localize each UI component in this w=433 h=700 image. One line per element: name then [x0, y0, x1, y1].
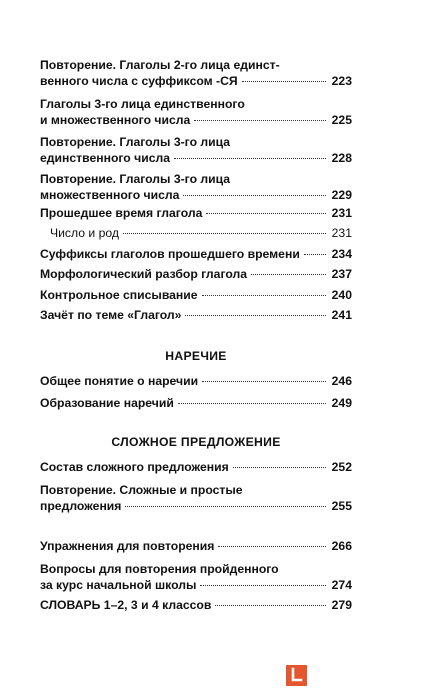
toc-entry[interactable]	[40, 482, 352, 514]
toc-entry-title: Упражнения для повторения	[40, 539, 215, 553]
toc-page-number: 234	[331, 247, 352, 261]
toc-page-number: 223	[331, 74, 352, 88]
toc-entry-title: Суффиксы глаголов прошедшего времени	[40, 247, 300, 261]
toc-entry-title: Морфологический разбор глагола	[40, 267, 248, 281]
dot-leader	[200, 585, 326, 586]
toc-entry[interactable]	[40, 395, 352, 411]
toc-entry[interactable]	[40, 373, 352, 389]
toc-page-number: 249	[331, 396, 352, 410]
toc-entry-title: единственного числа	[40, 151, 171, 165]
toc-entry[interactable]	[40, 561, 352, 593]
toc-entry[interactable]	[40, 205, 352, 221]
section-heading-complex-sentence: СЛОЖНОЕ ПРЕДЛОЖЕНИЕ	[111, 435, 281, 449]
toc-page-number: 225	[331, 113, 352, 127]
toc-entry-title: множественного числа	[40, 188, 180, 202]
toc-entry-title: Прошедшее время глагола	[40, 206, 203, 220]
toc-page-number: 279	[331, 598, 352, 612]
toc-entry[interactable]	[40, 538, 352, 554]
toc-entry-title: Глаголы 3-го лица единственного	[40, 97, 245, 111]
toc-entry-title: Образование наречий	[40, 396, 174, 410]
dot-leader	[183, 195, 326, 196]
toc-page-number: 266	[331, 539, 352, 553]
toc-page-number: 241	[331, 308, 352, 322]
toc-page-number: 228	[331, 151, 352, 165]
toc-page-number: 231	[331, 206, 352, 220]
dot-leader	[233, 467, 326, 468]
toc-entry[interactable]	[40, 134, 352, 166]
dot-leader	[251, 274, 326, 275]
toc-subentry[interactable]	[50, 225, 352, 241]
toc-entry[interactable]	[40, 57, 352, 89]
toc-entry-title: Повторение. Глаголы 3-го лица	[40, 172, 231, 186]
toc-page-number: 231	[331, 226, 352, 240]
toc-page-number: 237	[331, 267, 352, 281]
toc-entry[interactable]	[40, 307, 352, 323]
dot-leader	[178, 403, 326, 404]
toc-entry-title: Повторение. Глаголы 2-го лица единст-	[40, 58, 280, 72]
toc-entry[interactable]	[40, 246, 352, 262]
toc-entry-title: Повторение. Глаголы 3-го лица	[40, 135, 231, 149]
toc-entry-title: венного числа с суффиксом -СЯ	[40, 74, 238, 88]
dot-leader	[304, 254, 326, 255]
dot-leader	[174, 158, 326, 159]
dot-leader	[194, 120, 326, 121]
toc-entry[interactable]	[40, 96, 352, 128]
toc-page-number: 246	[331, 374, 352, 388]
toc-page-number: 274	[331, 578, 352, 592]
toc-entry-title: Вопросы для повторения пройденного	[40, 562, 279, 576]
dot-leader	[185, 315, 326, 316]
toc-page-number: 252	[331, 460, 352, 474]
toc-entry-title: Число и род	[50, 226, 120, 240]
toc-entry-title: Повторение. Сложные и простые	[40, 483, 243, 497]
toc-entry-title: за курс начальной школы	[40, 578, 197, 592]
dot-leader	[202, 295, 326, 296]
dot-leader	[206, 213, 326, 214]
toc-entry[interactable]	[40, 597, 352, 613]
toc-entry-title: Состав сложного предложения	[40, 460, 229, 474]
dot-leader	[215, 605, 326, 606]
toc-entry-title: предложения	[40, 499, 122, 513]
litres-logo-icon	[286, 665, 307, 686]
toc-page-number: 255	[331, 499, 352, 513]
toc-entry-title: Контрольное списывание	[40, 288, 198, 302]
toc-entry-title: СЛОВАРЬ 1–2, 3 и 4 классов	[40, 598, 212, 612]
toc-entry-title: и множественного числа	[40, 113, 191, 127]
section-heading-adverb: НАРЕЧИЕ	[165, 349, 227, 363]
toc-entry[interactable]	[40, 266, 352, 282]
toc-entry[interactable]	[40, 287, 352, 303]
toc-entry[interactable]	[40, 171, 352, 203]
toc-entry-title: Общее понятие о наречии	[40, 374, 199, 388]
dot-leader	[242, 81, 326, 82]
toc-entry[interactable]	[40, 459, 352, 475]
dot-leader	[123, 233, 326, 234]
dot-leader	[202, 381, 326, 382]
dot-leader	[125, 506, 326, 507]
toc-entry-title: Зачёт по теме «Глагол»	[40, 308, 182, 322]
toc-page-number: 240	[331, 288, 352, 302]
toc-page-number: 229	[331, 188, 352, 202]
dot-leader	[218, 546, 326, 547]
